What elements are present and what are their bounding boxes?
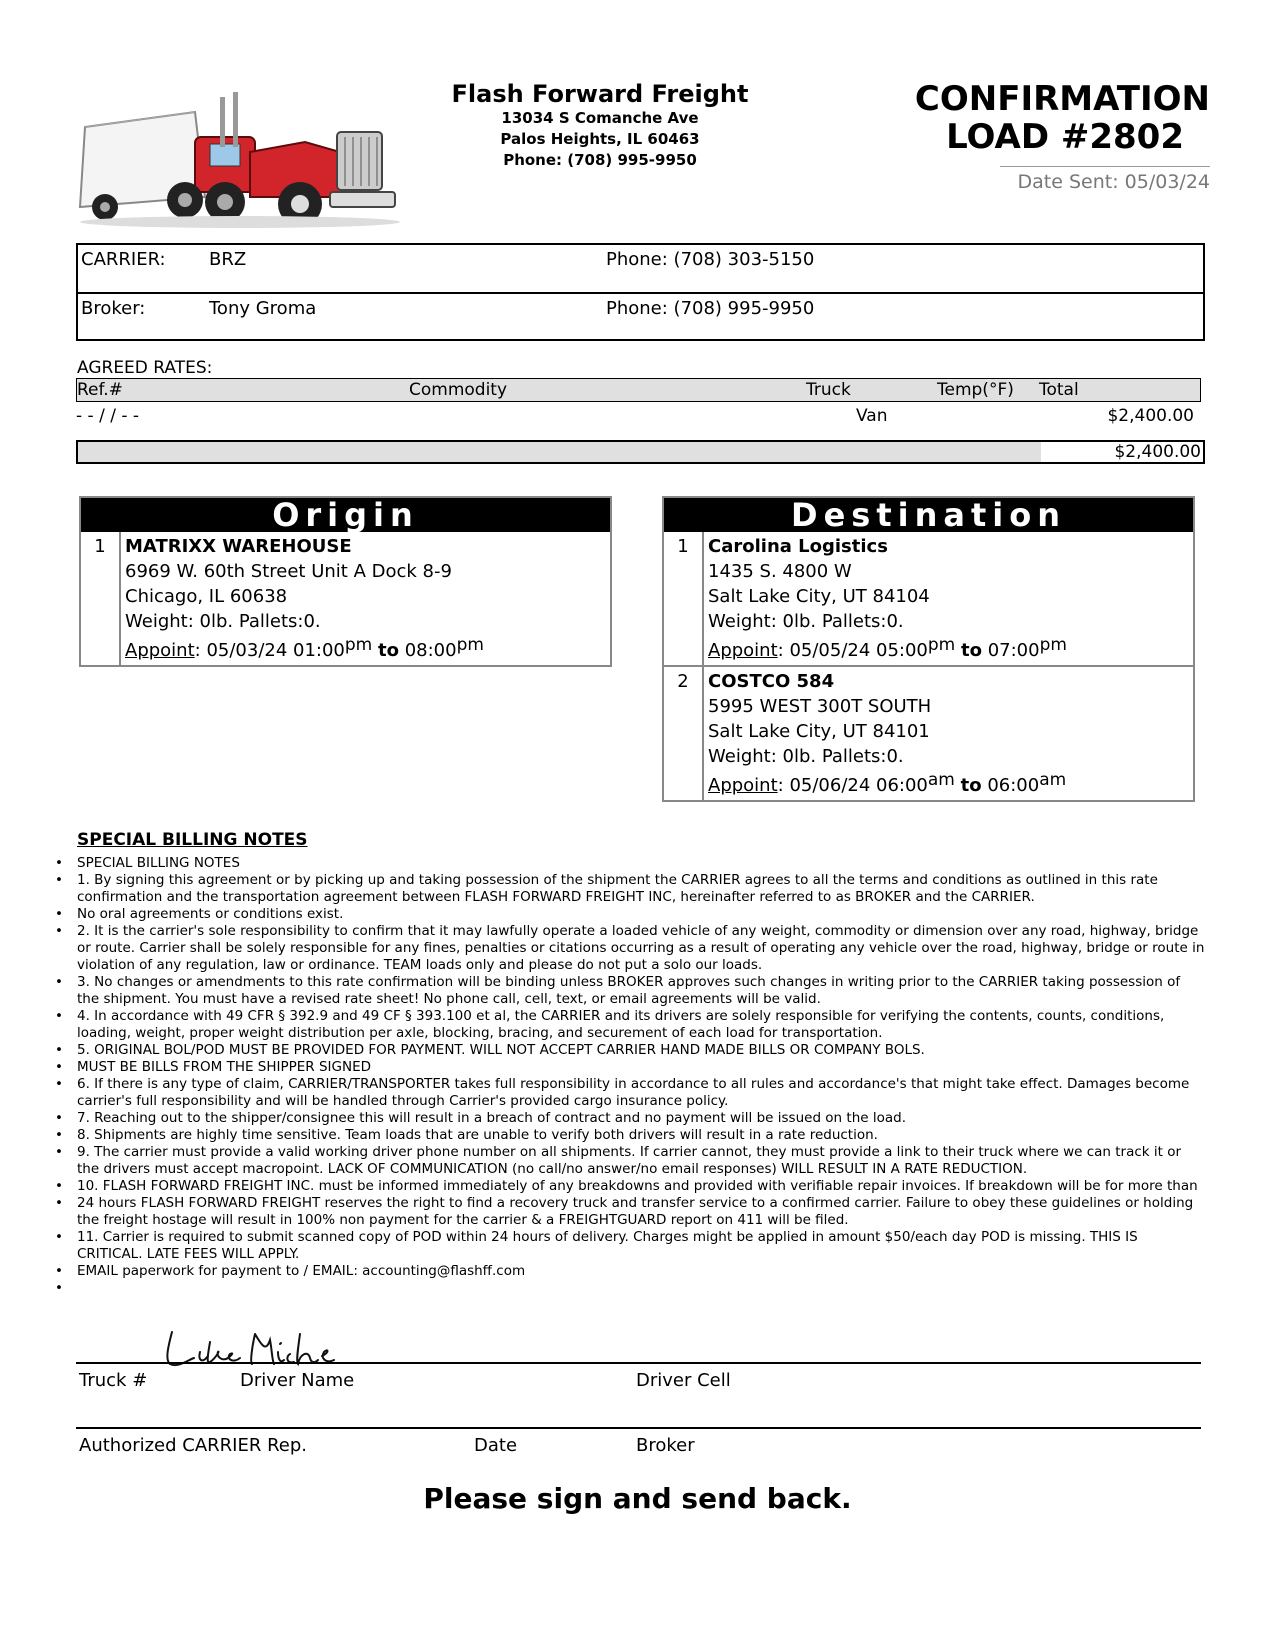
divider [76, 1427, 1201, 1429]
party-table [76, 243, 1205, 341]
rate-total: $2,400.00 [1107, 406, 1194, 426]
origin-heading: Origin [81, 498, 610, 532]
stop-weight: Weight: 0lb. Pallets:0. [708, 611, 904, 632]
appoint-from-suffix: pm [344, 635, 373, 655]
stop-weight: Weight: 0lb. Pallets:0. [708, 746, 904, 767]
destination-stop [664, 667, 1193, 800]
truck-number-label: Truck # [79, 1370, 148, 1391]
broker-phone: Phone: (708) 995-9950 [606, 298, 815, 319]
appoint-to: to [960, 640, 982, 661]
list-item: • 4. In accordance with 49 CFR § 392.9 and 49 CF § 393.100 et al, the CARRIER and its drivers are solely responsible for verifying the contents, counts, conditions, loading, weight, proper weight distribution per axle, blocking, bracing, and securement of each load for transportation. [55, 1008, 1205, 1042]
truck-logo-image [75, 82, 405, 232]
col-total: Total [1039, 380, 1079, 400]
col-temp: Temp(°F) [937, 380, 1014, 400]
broker-name: Tony Groma [209, 298, 317, 319]
list-item [55, 1280, 1205, 1297]
list-item: • No oral agreements or conditions exist. [55, 906, 1205, 923]
stop-number: 1 [81, 532, 121, 665]
list-item: • 5. ORIGINAL BOL/POD MUST BE PROVIDED FOR PAYMENT. WILL NOT ACCEPT CARRIER HAND MADE BILLS OR COMPANY BOLS. [55, 1042, 1205, 1059]
company-name: Flash Forward Freight [451, 80, 749, 108]
notes-title: SPECIAL BILLING NOTES [77, 830, 308, 850]
appoint-label: Appoint [708, 775, 778, 796]
closing-instruction: Please sign and send back. [423, 1482, 852, 1515]
confirmation-block [880, 80, 1210, 193]
rates-row [76, 405, 1199, 429]
list-item: • 11. Carrier is required to submit scanned copy of POD within 24 hours of delivery. Charges might be applied in amount $50/each day POD is missing. THIS IS CRITICAL. LATE FEES WILL APPLY. [55, 1229, 1205, 1263]
stop-city: Salt Lake City, UT 84101 [708, 721, 930, 742]
stop-city: Salt Lake City, UT 84104 [708, 586, 930, 607]
stop-name: Carolina Logistics [708, 536, 888, 557]
rates-header [76, 378, 1201, 402]
stop-street: 6969 W. 60th Street Unit A Dock 8-9 [125, 561, 452, 582]
stop-appointment [125, 635, 610, 663]
date-label: Date [474, 1435, 518, 1456]
rate-truck: Van [856, 406, 888, 426]
carrier-phone: Phone: (708) 303-5150 [606, 249, 815, 270]
list-item: • 7. Reaching out to the shipper/consignee this will result in a breach of contract and no payment will be issued on the load. [55, 1110, 1205, 1127]
appoint-to-time: 07:00 [981, 640, 1040, 661]
list-item: • EMAIL paperwork for payment to / EMAIL: accounting@flashff.com [55, 1263, 1205, 1280]
company-phone: Phone: (708) 995-9950 [503, 151, 697, 169]
list-item: • 8. Shipments are highly time sensitive. Team loads that are unable to verify both drivers will result in a rate reduction. [55, 1127, 1205, 1144]
appoint-date: : 05/05/24 05:00 [777, 640, 928, 661]
origin-box [79, 496, 612, 667]
company-address-city: Palos Heights, IL 60463 [500, 130, 700, 148]
driver-name-label: Driver Name [240, 1370, 355, 1391]
list-item: • 2. It is the carrier's sole responsibility to confirm that it may lawfully operate a loaded vehicle of any weight, commodity or dimension over any road, highway, bridge or route. Carrier shall be solely responsible for any fines, penalties or citations occurring as a result of operating any vehicle over the road, highway, bridge or route in violation of any regulation, law or ordinance. TEAM loads only and please do not put a solo our loads. [55, 923, 1205, 974]
stop-street: 1435 S. 4800 W [708, 561, 852, 582]
stop-name: MATRIXX WAREHOUSE [125, 536, 352, 557]
stop-street: 5995 WEST 300T SOUTH [708, 696, 932, 717]
divider [76, 1362, 1201, 1364]
list-item: • 6. If there is any type of claim, CARRIER/TRANSPORTER takes full responsibility in accordance to all rules and accordance's that might take effect. Damages become carrier's full responsibility and will be handled through Carrier's provided cargo insurance policy. [55, 1076, 1205, 1110]
rate-ref: - - / / - - [76, 406, 140, 426]
appoint-label: Appoint [125, 640, 195, 661]
appoint-date: : 05/06/24 06:00 [777, 775, 928, 796]
list-item: • 24 hours FLASH FORWARD FREIGHT reserves the right to find a recovery truck and transfer service to a confirmed carrier. Failure to obey these guidelines or holding the freight hostage will result in 100% non payment for the carrier & a FREIGHTGUARD report on 411 will be filed. [55, 1195, 1205, 1229]
appoint-to-suffix: am [1039, 770, 1067, 790]
appoint-to-time: 08:00 [398, 640, 457, 661]
load-number: LOAD #2802 [946, 117, 1184, 157]
list-item: • 10. FLASH FORWARD FREIGHT INC. must be informed immediately of any breakdowns and provided with verifiable repair invoices. If breakdown will be for more than [55, 1178, 1205, 1195]
driver-cell-label: Driver Cell [636, 1370, 731, 1391]
stop-appointment [708, 635, 1193, 663]
appoint-to-suffix: pm [1039, 635, 1067, 655]
list-item: • 3. No changes or amendments to this rate confirmation will be binding unless BROKER approves such changes in writing prior to the CARRIER taking possession of the shipment. You must have a revised rate sheet! No phone call, cell, text, or email agreements will be valid. [55, 974, 1205, 1008]
stop-city: Chicago, IL 60638 [125, 586, 288, 607]
carrier-rep-label: Authorized CARRIER Rep. [79, 1435, 307, 1456]
broker-label: Broker: [81, 298, 146, 319]
list-item: • 1. By signing this agreement or by picking up and taking possession of the shipment the CARRIER agrees to all the terms and conditions as outlined in this rate confirmation and the transportation agreement between FLASH FORWARD FREIGHT INC, hereinafter referred to as BROKER and the CARRIER. [55, 872, 1205, 906]
company-block [440, 80, 760, 171]
origin-stop [81, 532, 610, 665]
col-commodity: Commodity [409, 380, 508, 400]
col-ref: Ref.# [77, 380, 123, 400]
divider [1000, 166, 1210, 167]
col-truck: Truck [806, 380, 851, 400]
destination-stop [664, 532, 1193, 665]
appoint-to-time: 06:00 [981, 775, 1040, 796]
signature [160, 1322, 360, 1372]
stop-number: 2 [664, 667, 704, 800]
company-address-street: 13034 S Comanche Ave [501, 109, 699, 127]
carrier-name: BRZ [209, 249, 247, 270]
grand-total: $2,400.00 [1114, 442, 1201, 462]
date-sent: Date Sent: 05/03/24 [1017, 171, 1210, 193]
rates-label: AGREED RATES: [77, 358, 213, 378]
destination-box [662, 496, 1195, 802]
rates-grand-total-row [76, 440, 1205, 464]
broker-sign-label: Broker [636, 1435, 695, 1456]
appoint-to: to [960, 775, 982, 796]
carrier-row [78, 245, 1203, 291]
list-item: • SPECIAL BILLING NOTES [55, 855, 1205, 872]
stop-name: COSTCO 584 [708, 671, 835, 692]
appoint-date: : 05/03/24 01:00 [194, 640, 345, 661]
appoint-from-suffix: am [927, 770, 955, 790]
confirmation-title: CONFIRMATION [914, 79, 1210, 119]
notes-list [55, 855, 1205, 1297]
carrier-label: CARRIER: [81, 249, 166, 270]
broker-row [78, 292, 1203, 340]
list-item: • MUST BE BILLS FROM THE SHIPPER SIGNED [55, 1059, 1205, 1076]
appoint-label: Appoint [708, 640, 778, 661]
appoint-to: to [377, 640, 399, 661]
appoint-to-suffix: pm [456, 635, 484, 655]
stop-appointment [708, 770, 1193, 798]
destination-heading: Destination [664, 498, 1193, 532]
stop-number: 1 [664, 532, 704, 665]
stop-weight: Weight: 0lb. Pallets:0. [125, 611, 321, 632]
list-item: • 9. The carrier must provide a valid working driver phone number on all shipments. If carrier cannot, they must provide a link to their truck where we can track it or the drivers must accept macropoint. LACK OF COMMUNICATION (no call/no answer/no email responses) WILL RESULT IN A RATE REDUCTION. [55, 1144, 1205, 1178]
appoint-from-suffix: pm [927, 635, 956, 655]
